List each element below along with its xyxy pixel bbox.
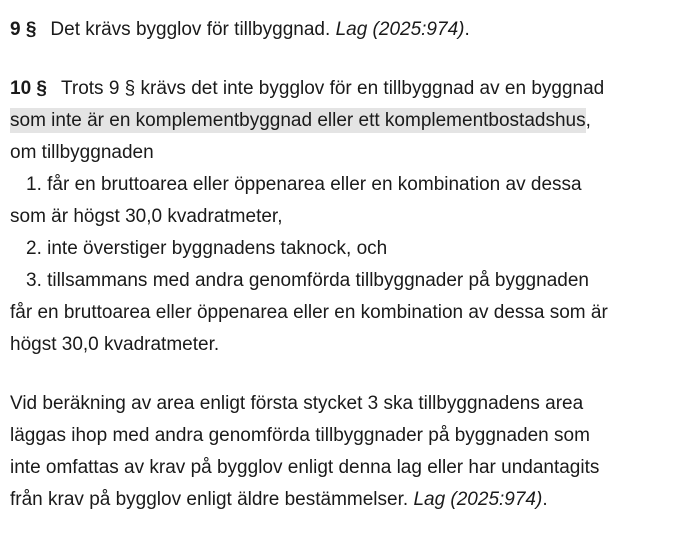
section-10 xyxy=(10,73,700,361)
law-reference: Lag (2025:974) xyxy=(335,19,465,40)
reference-period: . xyxy=(464,19,470,40)
intro-text: Trots 9 § krävs det inte bygglov för en tillbyggnad av en byggnad xyxy=(60,78,605,99)
paragraph-line: Vid beräkning av area enligt första stycket 3 ska tillbyggnadens area xyxy=(10,393,584,414)
list-item-3 xyxy=(10,265,700,297)
list-item-3-text: 3. tillsammans med andra genomförda tillbyggnader på byggnaden xyxy=(26,270,589,291)
list-item-1-continued: som är högst 30,0 kvadratmeter, xyxy=(10,206,283,227)
section-intro xyxy=(10,73,700,169)
intro-text-end: om tillbyggnaden xyxy=(10,142,154,163)
list-item-3-continued-end: högst 30,0 kvadratmeter. xyxy=(10,334,220,355)
list-item-1-cont xyxy=(10,201,700,233)
section-text: Det krävs bygglov för tillbyggnad. xyxy=(50,19,331,40)
paragraph-line: inte omfattas av krav på bygglov enligt denna lag eller har undantagits xyxy=(10,457,600,478)
list-item-2-text: 2. inte överstiger byggnadens taknock, och xyxy=(26,238,388,259)
intro-comma: , xyxy=(585,110,591,131)
section-number: 10 § xyxy=(10,78,47,99)
section-number: 9 § xyxy=(10,19,37,40)
law-reference: Lag (2025:974) xyxy=(413,489,543,510)
section-9 xyxy=(10,14,700,46)
list-item-2 xyxy=(10,233,700,265)
paragraph-2 xyxy=(10,388,700,516)
highlighted-text: som inte är en komplementbyggnad eller ett komplementbostadshus xyxy=(10,110,586,131)
paragraph-line: från krav på bygglov enligt äldre bestämmelser. xyxy=(10,489,409,510)
list-item-1-text: 1. får en bruttoarea eller öppenarea eller en kombination av dessa xyxy=(26,174,582,195)
paragraph-line: läggas ihop med andra genomförda tillbyggnader på byggnaden som xyxy=(10,425,590,446)
list-item-3-cont xyxy=(10,297,700,361)
list-item-3-continued: får en bruttoarea eller öppenarea eller en kombination av dessa som är xyxy=(10,302,608,323)
reference-period: . xyxy=(542,489,548,510)
list-item-1 xyxy=(10,169,700,201)
